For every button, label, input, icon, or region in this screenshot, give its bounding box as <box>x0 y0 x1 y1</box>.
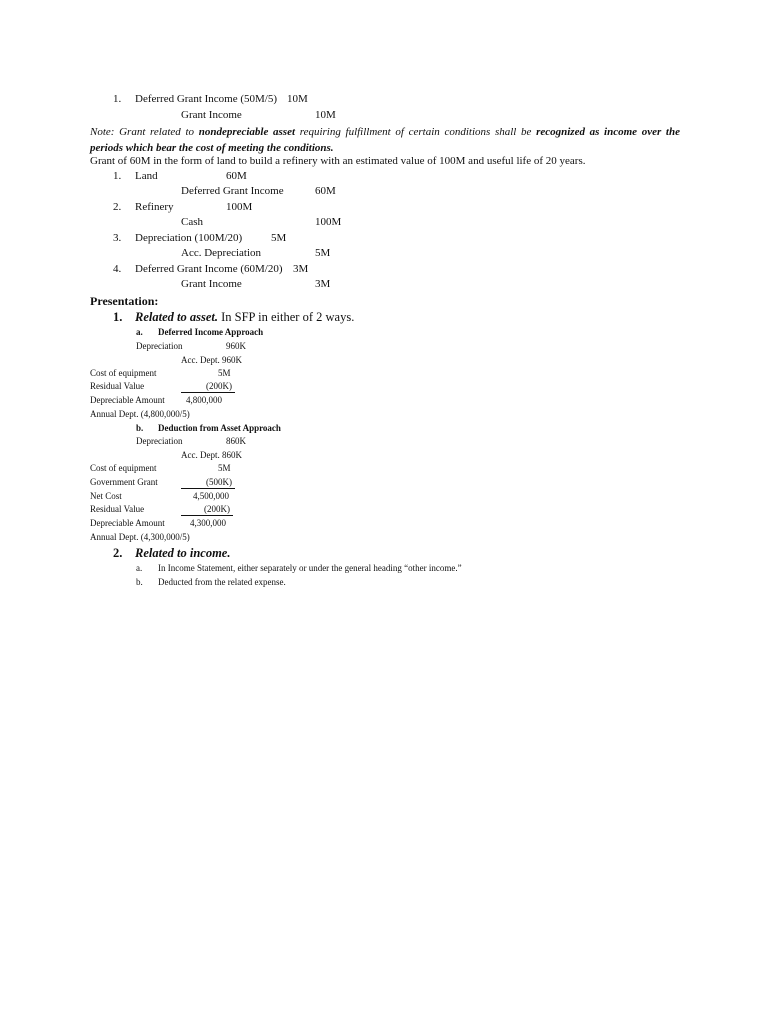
sub-heading: Deferred Income Approach <box>158 327 264 337</box>
list-number: 1. <box>113 93 122 105</box>
computation-label: Residual Value <box>90 504 145 514</box>
computation-value: 5M <box>218 368 231 378</box>
computation-value: (500K) <box>206 477 232 487</box>
underline-rule <box>181 515 233 516</box>
journal-debit-amount: 100M <box>226 201 253 213</box>
computation-label: Cost of equipment <box>90 463 157 473</box>
computation-value: 4,800,000 <box>186 395 222 405</box>
journal-debit-line: Depreciation (100M/20) <box>135 232 243 244</box>
entry-credit: Acc. Dept. 960K <box>181 355 242 365</box>
computation-label: Net Cost <box>90 491 122 501</box>
underline-rule <box>181 488 235 489</box>
journal-debit-line: Refinery <box>135 201 174 213</box>
journal-debit-amount: 5M <box>271 232 287 244</box>
entry-credit: Acc. Dept. 860K <box>181 450 242 460</box>
entry-label: Depreciation <box>136 341 183 351</box>
section-heading: Presentation: <box>90 294 159 308</box>
list-number: 2. <box>113 201 122 213</box>
list-number: 4. <box>113 263 122 275</box>
sub-list-letter: b. <box>136 577 143 587</box>
list-number: 1. <box>113 170 122 182</box>
computation-value: 5M <box>218 463 231 473</box>
computation-value: (200K) <box>206 381 232 391</box>
computation-label: Government Grant <box>90 477 158 487</box>
journal-credit-amount: 60M <box>315 185 336 197</box>
journal-credit-line: Acc. Depreciation <box>181 247 262 259</box>
list-item-related-to-asset: Related to asset. In SFP in either of 2 ways. <box>135 310 355 324</box>
entry-amount: 960K <box>226 341 246 351</box>
journal-debit-amount: 10M <box>287 93 308 105</box>
journal-credit-line: Deferred Grant Income <box>181 185 284 197</box>
computation-label: Depreciable Amount <box>90 395 165 405</box>
list-number: 1. <box>113 310 123 324</box>
journal-debit-line: Land <box>135 170 158 182</box>
sub-list-letter: b. <box>136 423 144 433</box>
list-item-related-to-income: Related to income. <box>135 546 231 560</box>
list-number: 3. <box>113 232 122 244</box>
underline-rule <box>181 392 235 393</box>
journal-credit-amount: 5M <box>315 247 331 259</box>
computation-label: Depreciable Amount <box>90 518 165 528</box>
sub-list-item: Deducted from the related expense. <box>158 577 286 587</box>
journal-debit-line: Deferred Grant Income (50M/5) <box>135 93 278 105</box>
journal-debit-amount: 3M <box>293 263 309 275</box>
computation-value: (200K) <box>204 504 230 514</box>
computation-label: Annual Dept. (4,300,000/5) <box>90 532 190 542</box>
entry-label: Depreciation <box>136 436 183 446</box>
grant-description: Grant of 60M in the form of land to build a refinery with an estimated value of 100M and useful life of 20 years. <box>90 155 586 167</box>
journal-credit-amount: 10M <box>315 109 336 121</box>
journal-debit-amount: 60M <box>226 170 247 182</box>
journal-credit-amount: 100M <box>315 216 342 228</box>
sub-heading: Deduction from Asset Approach <box>158 423 281 433</box>
journal-debit-line: Deferred Grant Income (60M/20) <box>135 263 283 275</box>
computation-label: Annual Dept. (4,800,000/5) <box>90 409 190 419</box>
list-number: 2. <box>113 546 123 560</box>
journal-credit-line: Grant Income <box>181 278 242 290</box>
journal-credit-amount: 3M <box>315 278 331 290</box>
computation-value: 4,500,000 <box>193 491 229 501</box>
computation-label: Residual Value <box>90 381 145 391</box>
entry-amount: 860K <box>226 436 246 446</box>
sub-list-item: In Income Statement, either separately or under the general heading “other income.” <box>158 563 462 573</box>
note-paragraph: Note: Grant related to nondepreciable asset requiring fulfillment of certain conditions shall be recognized as income over the periods which bear the cost of meeting the conditions. <box>90 126 680 154</box>
journal-credit-line: Cash <box>181 216 203 228</box>
sub-list-letter: a. <box>136 327 143 337</box>
journal-credit-line: Grant Income <box>181 109 242 121</box>
sub-list-letter: a. <box>136 563 143 573</box>
computation-value: 4,300,000 <box>190 518 226 528</box>
computation-label: Cost of equipment <box>90 368 157 378</box>
